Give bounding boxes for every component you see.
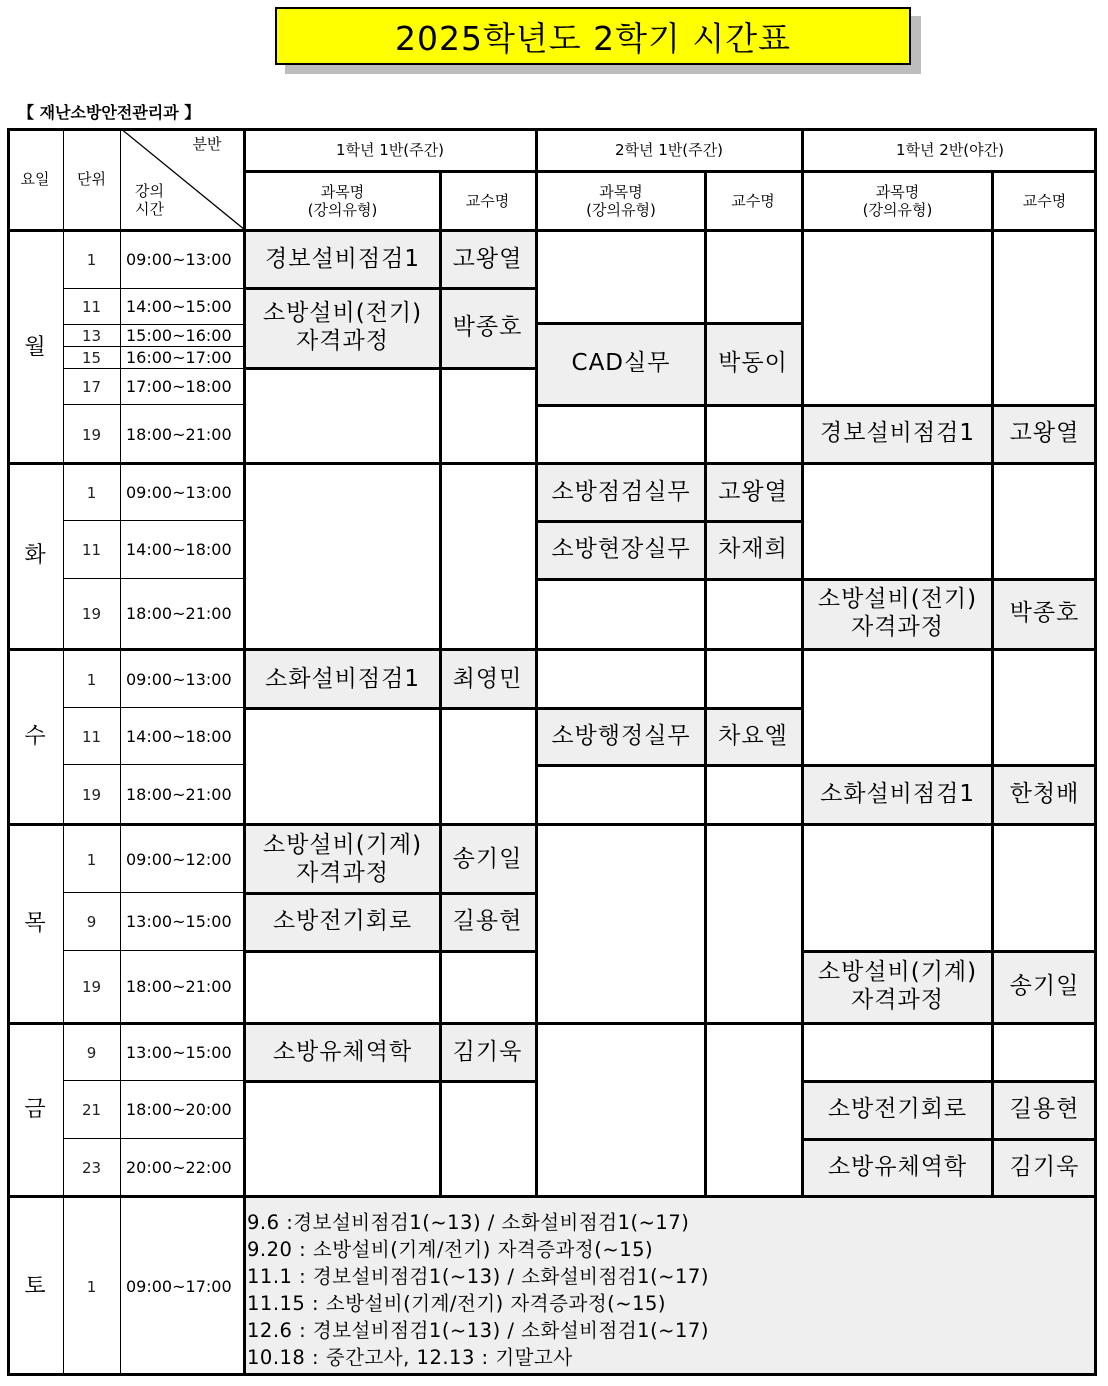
header-section: 분반 [192, 135, 222, 153]
time-cell: 15:00~16:00 [126, 326, 232, 346]
saturday-note: 9.6 :경보설비점검1(~13) / 소화설비점검1(~17) [247, 1211, 690, 1234]
class-subject: 소화설비점검1 [820, 780, 975, 807]
grid-line [7, 1195, 1097, 1198]
class-subject: 소방설비(전기) 자격과정 [817, 586, 978, 640]
class-professor: 김기욱 [1009, 1154, 1080, 1181]
grid-line [537, 404, 801, 407]
class-professor: 고왕열 [1009, 419, 1080, 446]
grid-line [63, 324, 245, 325]
grid-line [245, 170, 1097, 173]
unit-cell: 9 [86, 1044, 97, 1062]
header-time: 강의 시간 [135, 182, 164, 218]
grid-line [7, 823, 1097, 826]
unit-cell: 19 [81, 785, 102, 804]
grid-line [245, 367, 535, 370]
header-day: 요일 [20, 170, 50, 188]
border [1094, 128, 1097, 1376]
unit-cell: 21 [81, 1101, 102, 1119]
grid-line [7, 229, 1097, 232]
grid-line [537, 578, 801, 581]
unit-cell: 1 [86, 483, 97, 502]
time-cell: 13:00~15:00 [126, 912, 232, 932]
grid-line [537, 520, 801, 523]
class-subject: 소화설비점검1 [265, 665, 420, 692]
time-cell: 13:00~15:00 [126, 1043, 232, 1063]
day-tue: 화 [24, 543, 46, 569]
header-subject-2: 과목명 (강의유형) [586, 183, 656, 219]
time-cell: 20:00~22:00 [126, 1157, 232, 1177]
header-unit: 단위 [77, 170, 106, 188]
class-professor: 고왕열 [718, 478, 788, 505]
grid-line [63, 288, 245, 289]
class-professor: 고왕열 [452, 246, 523, 273]
unit-cell: 1 [86, 670, 97, 689]
time-cell: 18:00~21:00 [126, 977, 232, 997]
class-professor: 최영민 [452, 665, 523, 692]
saturday-note: 10.18 : 중간고사, 12.13 : 기말고사 [247, 1346, 573, 1369]
border [7, 128, 10, 1376]
unit-cell: 17 [81, 378, 102, 396]
class-professor: 차재희 [718, 536, 788, 563]
grid-line [120, 128, 121, 1376]
grid-line [63, 368, 245, 369]
grid-line [245, 707, 535, 710]
time-cell: 09:00~12:00 [126, 849, 232, 869]
grid-line [803, 1080, 1097, 1083]
unit-cell: 1 [86, 251, 97, 269]
class-subject: 경보설비점검1 [265, 246, 420, 273]
time-cell: 14:00~15:00 [126, 296, 232, 316]
time-cell: 09:00~17:00 [126, 1277, 232, 1297]
grid-line [7, 1022, 1097, 1025]
saturday-note: 11.15 : 소방설비(기계/전기) 자격증과정(~15) [247, 1292, 667, 1315]
time-cell: 18:00~21:00 [126, 424, 232, 444]
class-subject: 소방전기회로 [272, 908, 413, 935]
header-group-3: 1학년 2반(야간) [895, 140, 1004, 159]
class-professor: 박종호 [1009, 600, 1080, 627]
header-group-2: 2학년 1반(주간) [614, 140, 723, 159]
day-sat: 토 [24, 1273, 46, 1299]
grid-line [243, 128, 246, 1376]
grid-line [63, 1138, 245, 1139]
grid-line [245, 287, 535, 290]
class-subject: 소방설비(기계) 자격과정 [262, 831, 423, 886]
grid-line [537, 764, 801, 767]
timetable [7, 128, 1097, 1376]
time-cell: 09:00~13:00 [126, 250, 232, 270]
day-mon: 월 [24, 334, 46, 360]
grid-line [803, 578, 1097, 581]
class-professor: 송기일 [452, 845, 523, 872]
header-prof-1: 교수명 [465, 192, 510, 210]
time-cell: 18:00~20:00 [126, 1100, 232, 1120]
class-subject: 소방행정실무 [551, 722, 691, 749]
class-subject: 소방점검실무 [551, 478, 691, 505]
header-prof-2: 교수명 [731, 192, 775, 210]
class-subject: 소방설비(전기) 자격과정 [262, 300, 423, 354]
unit-cell: 11 [81, 297, 102, 316]
unit-cell: 9 [86, 913, 97, 931]
grid-line [245, 892, 535, 895]
class-subject: 소방설비(기계) 자격과정 [817, 959, 978, 1013]
header-diagonal [120, 128, 245, 230]
time-cell: 18:00~21:00 [126, 784, 232, 804]
class-professor: 길용현 [1009, 1096, 1080, 1123]
day-thu: 목 [24, 911, 46, 937]
grid-line [704, 172, 707, 1196]
header-subject-1: 과목명 (강의유형) [307, 183, 378, 219]
grid-line [63, 707, 245, 708]
grid-line [803, 950, 1097, 953]
unit-cell: 15 [81, 349, 102, 367]
grid-line [535, 128, 538, 1196]
grid-line [245, 1080, 535, 1083]
unit-cell: 23 [81, 1158, 102, 1177]
grid-line [803, 404, 1097, 407]
grid-line [63, 578, 245, 579]
day-wed: 수 [24, 724, 46, 750]
unit-cell: 1 [86, 1278, 97, 1296]
time-cell: 18:00~21:00 [126, 604, 232, 624]
class-subject: 소방전기회로 [827, 1096, 968, 1123]
grid-line [63, 892, 245, 893]
class-subject: 경보설비점검1 [820, 419, 975, 446]
class-professor: 박동이 [718, 350, 788, 377]
time-cell: 14:00~18:00 [126, 540, 232, 560]
header-subject-3: 과목명 (강의유형) [862, 183, 933, 219]
grid-line [245, 950, 535, 953]
border [7, 128, 1097, 131]
grid-line [63, 404, 245, 405]
class-subject: 소방유체역학 [827, 1154, 968, 1181]
unit-cell: 1 [86, 850, 97, 869]
department-label: 【 재난소방안전관리과 】 [18, 103, 201, 122]
grid-line [7, 648, 1097, 651]
day-fri: 금 [24, 1097, 46, 1123]
header-prof-3: 교수명 [1022, 192, 1067, 210]
unit-cell: 11 [81, 727, 102, 746]
grid-line [63, 1080, 245, 1081]
saturday-note: 11.1 : 경보설비점검1(~13) / 소화설비점검1(~17) [247, 1265, 709, 1288]
grid-line [63, 128, 64, 1376]
class-professor: 박종호 [452, 314, 523, 341]
grid-line [7, 462, 1097, 465]
saturday-note: 12.6 : 경보설비점검1(~13) / 소화설비점검1(~17) [247, 1319, 709, 1342]
border [7, 1373, 1097, 1376]
class-subject: CAD실무 [571, 350, 671, 377]
header-group-1: 1학년 1반(주간) [335, 140, 444, 159]
class-professor: 길용현 [452, 908, 523, 935]
grid-line [63, 950, 245, 951]
grid-line [537, 707, 801, 710]
class-professor: 송기일 [1009, 973, 1080, 1000]
grid-line [63, 346, 245, 347]
unit-cell: 19 [81, 425, 102, 444]
grid-line [63, 520, 245, 521]
time-cell: 09:00~13:00 [126, 482, 232, 502]
time-cell: 14:00~18:00 [126, 726, 232, 746]
unit-cell: 19 [81, 605, 102, 623]
grid-line [801, 128, 804, 1196]
page-title: 2025학년도 2학기 시간표 [275, 7, 911, 65]
grid-line [803, 1138, 1097, 1141]
grid-line [537, 322, 801, 325]
class-subject: 소방현장실무 [551, 536, 691, 563]
class-professor: 김기욱 [452, 1039, 523, 1066]
unit-cell: 13 [81, 327, 102, 345]
grid-line [63, 764, 245, 765]
grid-line [803, 764, 1097, 767]
class-professor: 차요엘 [718, 722, 788, 749]
time-cell: 09:00~13:00 [126, 669, 232, 689]
saturday-note: 9.20 : 소방설비(기계/전기) 자격증과정(~15) [247, 1238, 654, 1261]
class-subject: 소방유체역학 [272, 1039, 413, 1066]
time-cell: 16:00~17:00 [126, 348, 232, 368]
unit-cell: 19 [81, 978, 102, 996]
unit-cell: 11 [81, 541, 102, 559]
class-professor: 한청배 [1009, 780, 1080, 807]
grid-line [991, 172, 994, 1196]
time-cell: 17:00~18:00 [126, 377, 232, 397]
grid-line [439, 172, 442, 1196]
